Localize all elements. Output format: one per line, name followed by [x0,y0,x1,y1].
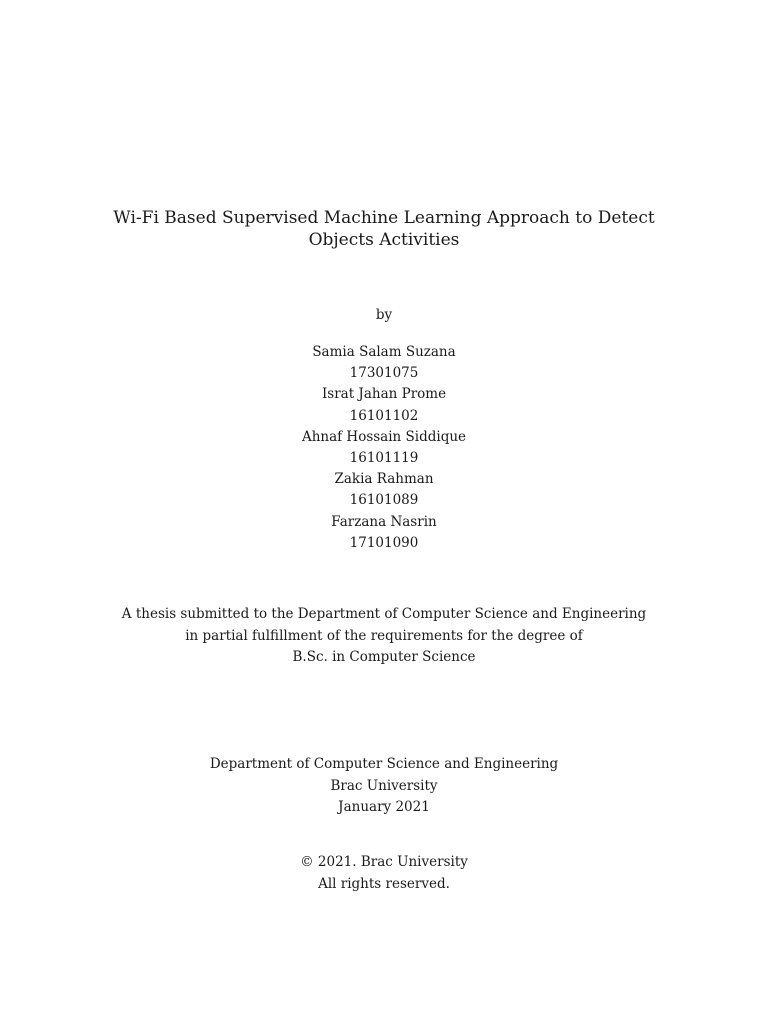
thesis-statement-line-2: in partial fulfillment of the requirements for the degree of [185,627,583,644]
author-name: Zakia Rahman [334,471,434,488]
author-id: 17101090 [349,534,419,551]
author-name: Farzana Nasrin [331,513,437,530]
author-list [60,342,708,554]
thesis-title-line-2: Objects Activities [308,230,460,250]
by-label: by [375,307,393,323]
copyright-block [60,852,708,895]
thesis-title-line-1: Wi-Fi Based Supervised Machine Learning Approach to Detect [113,208,655,228]
author-id: 17301075 [349,365,419,382]
submission-date: January 2021 [338,799,430,815]
degree-name: B.Sc. in Computer Science [292,649,476,665]
author-name: Israt Jahan Prome [321,386,447,403]
rights-reserved: All rights reserved. [318,875,450,892]
author-name: Samia Salam Suzana [312,344,456,360]
thesis-statement-line-1: A thesis submitted to the Department of Computer Science and Engineering [121,606,647,622]
author-name: Ahnaf Hossain Siddique [301,428,467,445]
author-id: 16101119 [349,450,419,467]
department-name: Department of Computer Science and Engineering [209,756,559,772]
thesis-statement [60,604,708,669]
copyright-notice: © 2021. Brac University [300,854,468,870]
thesis-title [60,207,708,251]
institution-block [60,754,708,819]
university-name: Brac University [330,777,438,794]
author-id: 16101102 [349,407,419,424]
author-id: 16101089 [349,492,419,509]
